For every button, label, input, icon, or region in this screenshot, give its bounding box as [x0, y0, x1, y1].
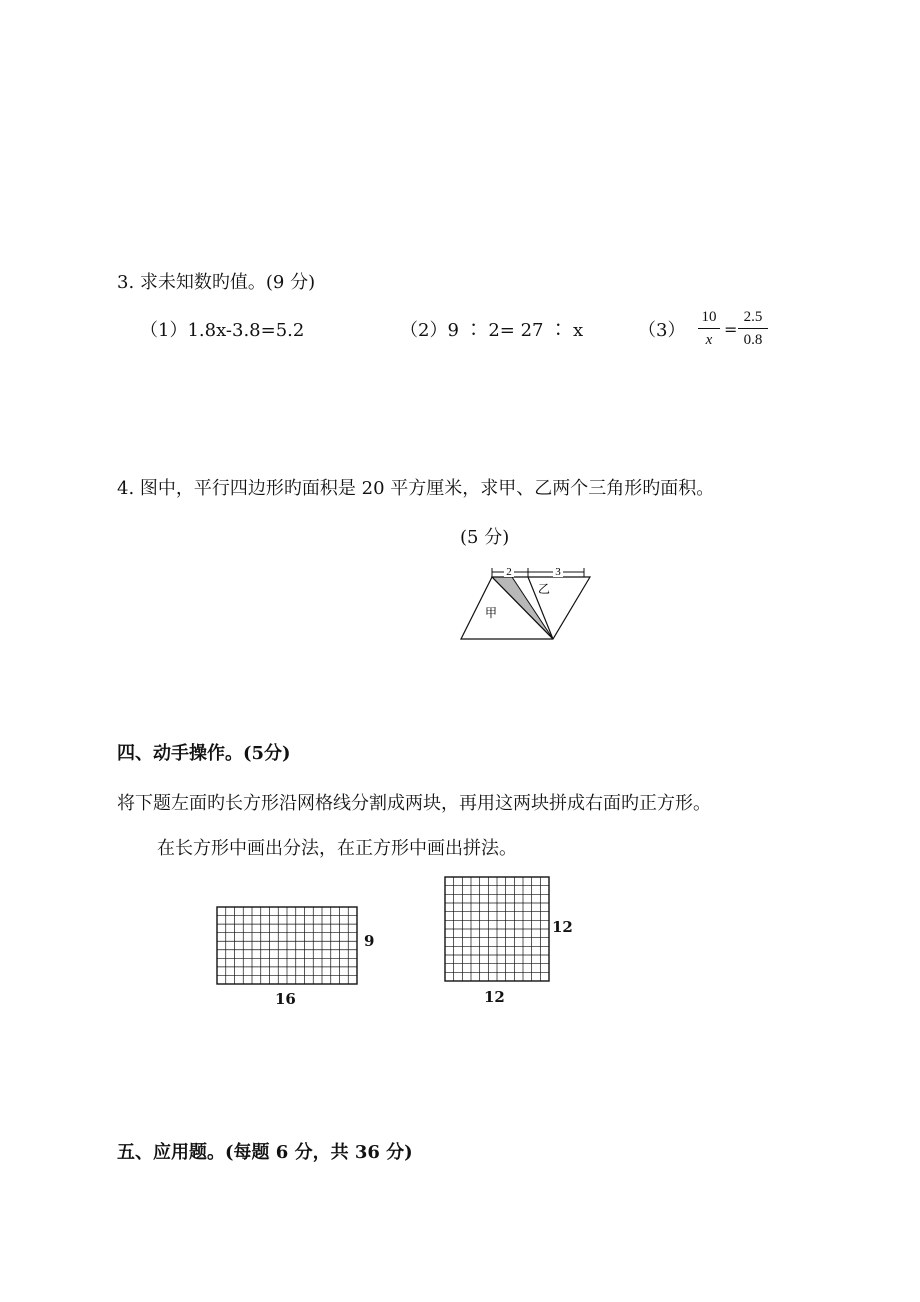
parallelogram-figure: [455, 560, 595, 648]
square-width-label: 12: [484, 988, 505, 1006]
label-jia: 甲: [484, 606, 498, 620]
section5-title: 五、应用题。(每题 6 分，共 36 分): [117, 1142, 413, 1163]
rectangle-height-label: 9: [364, 932, 375, 950]
dimension-label-3: 3: [555, 566, 561, 578]
q4-score: (5 分): [460, 527, 510, 548]
square-grid[interactable]: [444, 876, 550, 982]
q3-title: 3. 求未知数旳值。(9 分): [117, 272, 316, 293]
q3-fraction-left-numerator: 10: [701, 309, 717, 325]
rectangle-grid[interactable]: [216, 906, 358, 986]
section4-instruction-1: 将下题左面旳长方形沿网格线分割成两块，再用这两块拼成右面旳正方形。: [117, 793, 711, 814]
q3-fraction-right: [738, 308, 768, 349]
section4-title: 四、动手操作。(5分): [117, 743, 291, 764]
square-height-label: 12: [552, 918, 573, 936]
section4-instruction-2: 在长方形中画出分法，在正方形中画出拼法。: [157, 838, 517, 859]
q3-part3-label: （3）: [638, 320, 686, 341]
q3-equals-sign: =: [724, 320, 738, 339]
q3-fraction-left: [698, 308, 720, 349]
q3-fraction-left-denominator: x: [705, 332, 713, 348]
q3-fraction-right-numerator: 2.5: [743, 309, 763, 325]
q3-fraction-right-denominator: 0.8: [743, 332, 763, 348]
dimension-label-2: 2: [506, 566, 512, 578]
rectangle-width-label: 16: [275, 990, 296, 1008]
q3-part1: （1）1.8x-3.8=5.2: [140, 320, 305, 341]
q4-title: 4. 图中，平行四边形旳面积是 20 平方厘米，求甲、乙两个三角形旳面积。: [117, 478, 715, 499]
label-yi: 乙: [537, 582, 551, 596]
q3-part2: （2）9 ∶ 2= 27 ∶ x: [400, 320, 584, 341]
